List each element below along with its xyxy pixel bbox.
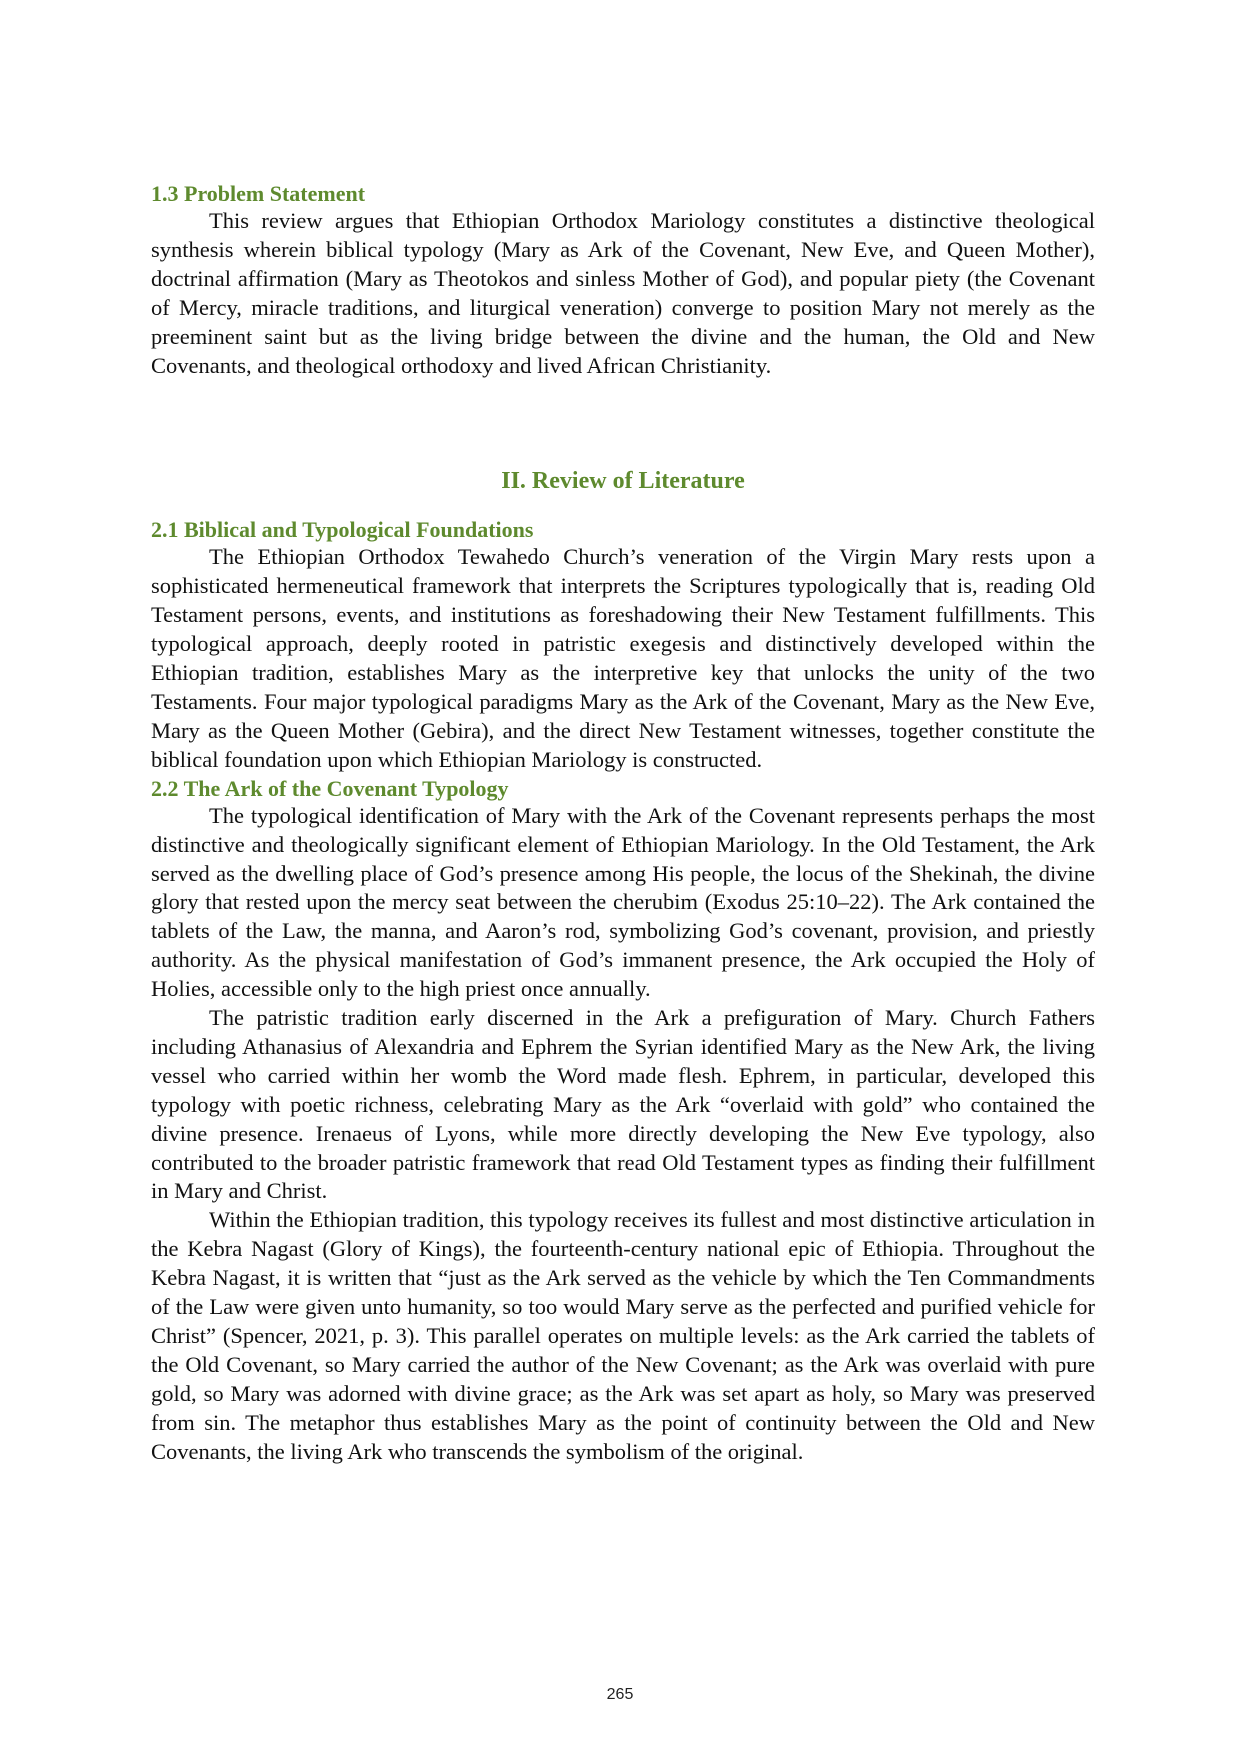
paragraph: Within the Ethiopian tradition, this typology receives its fullest and most distinctive articulation in the Kebra Nagast (Glory of Kings), the fourteenth-century national epic of Ethiopia. Throughout the Kebra Nagast, it is written that “just as the Ark served as the vehicle by which the Ten Commandments of the Law were given unto humanity, so too would Mary serve as the perfected and purified vehicle for Christ” (Spencer, 2021, p. 3). This parallel operates on multiple levels: as the Ark carried the tablets of the Old Covenant, so Mary carried the author of the New Covenant; as the Ark was overlaid with pure gold, so Mary was adorned with divine grace; as the Ark was set apart as holy, so Mary was preserved from sin. The metaphor thus establishes Mary as the point of continuity between the Old and New Covenants, the living Ark who transcends the symbolism of the original. — [151, 1207, 1095, 1464]
spacer — [151, 496, 1095, 516]
document-body — [151, 180, 1095, 1467]
page-number: 265 — [606, 1686, 634, 1703]
paragraph: This review argues that Ethiopian Orthodox Mariology constitutes a distinctive theological synthesis wherein biblical typology (Mary as Ark of the Covenant, New Eve, and Queen Mother), doctrinal affirmation (Mary as Theotokos and sinless Mother of God), and popular piety (the Covenant of Mercy, miracle traditions, and liturgical veneration) converge to position Mary not merely as the preeminent saint but as the living bridge between the divine and the human, the Old and New Covenants, and theological orthodoxy and lived African Christianity. — [151, 208, 1095, 378]
paragraph: The patristic tradition early discerned in the Ark a prefiguration of Mary. Church Fathers including Athanasius of Alexandria and Ephrem the Syrian identified Mary as the New Ark, the living vessel who carried within her womb the Word made flesh. Ephrem, in particular, developed this typology with poetic richness, celebrating Mary as the Ark “overlaid with gold” who contained the divine presence. Irenaeus of Lyons, while more directly developing the New Eve typology, also contributed to the broader patristic framework that read Old Testament types as finding their fulfillment in Mary and Christ. — [151, 1005, 1095, 1204]
section-heading-2-2: 2.2 The Ark of the Covenant Typology — [151, 775, 509, 801]
chapter-heading: II. Review of Literature — [501, 468, 745, 495]
section-heading-2-1: 2.1 Biblical and Typological Foundations — [151, 517, 534, 543]
section-heading-1-3: 1.3 Problem Statement — [151, 181, 366, 206]
paragraph: The Ethiopian Orthodox Tewahedo Church’s veneration of the Virgin Mary rests upon a sophisticated hermeneutical framework that interprets the Scriptures typologically that is, reading Old Testament persons, events, and institutions as foreshadowing their New Testament fulfillments. This typological approach, deeply rooted in patristic exegesis and distinctively developed within the Ethiopian tradition, establishes Mary as the interpretive key that unlocks the unity of the two Testaments. Four major typological paradigms Mary as the Ark of the Covenant, Mary as the New Eve, Mary as the Queen Mother (Gebira), and the direct New Testament witnesses, together constitute the biblical foundation upon which Ethiopian Mariology is constructed. — [151, 544, 1095, 772]
paragraph: The typological identification of Mary with the Ark of the Covenant represents perhaps the most distinctive and theologically significant element of Ethiopian Mariology. In the Old Testament, the Ark served as the dwelling place of God’s presence among His people, the locus of the Shekinah, the divine glory that rested upon the mercy seat between the cherubim (Exodus 25:10–22). The Ark contained the tablets of the Law, the manna, and Aaron’s rod, symbolizing God’s covenant, provision, and priestly authority. As the physical manifestation of God’s immanent presence, the Ark occupied the Holy of Holies, accessible only to the high priest once annually. — [151, 802, 1095, 1002]
spacer — [151, 380, 1095, 466]
